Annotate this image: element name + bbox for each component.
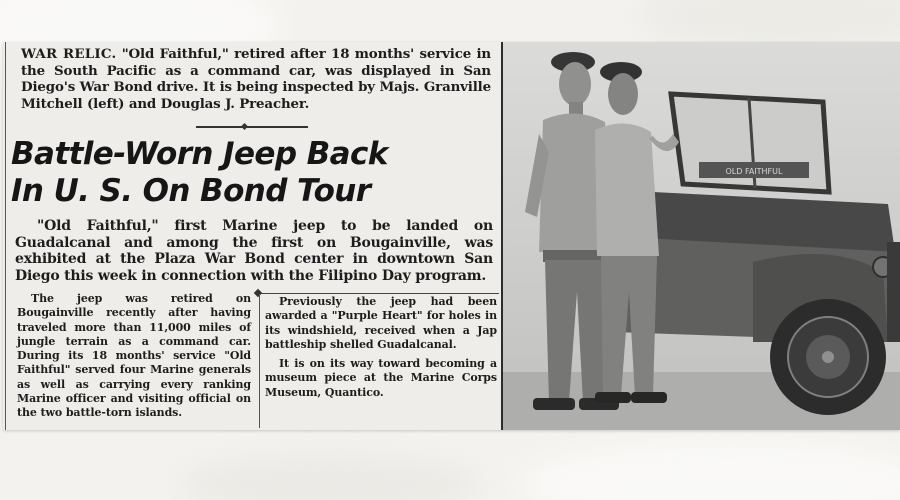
column-divider-vertical [259,294,260,428]
column-border [5,42,6,430]
photo-caption [21,46,491,112]
lede-paragraph: "Old Faithful," first Marine jeep to be landed on Guadalcanal and among the first on Bougainville, was exhibited at the Plaza War Bond center in downtown San Diego this week in connection with the Filipino Day program. [15,218,493,284]
column-2-paragraph-1: Previously the jeep had been awarded a "Purple Heart" for holes in its windshield, received when a Jap battleship shelled Guadalcanal. [265,295,497,351]
jeep-photo-illustration [503,42,900,430]
article-text-area [3,42,501,430]
caption-text: "Old Faithful," retired after 18 months' service in the South Pacific as a command car, was displayed in San Diego's War Bond drive. It is being inspected by Majs. Granville Mitchell (left) and Douglas J. Preacher. [21,46,491,112]
column-divider-horizontal [261,293,499,294]
news-photo [501,42,900,430]
column-2-paragraph-2: It is on its way toward becoming a museum piece at the Marine Corps Museum, Quantico. [265,357,497,399]
caption-divider [196,126,308,128]
headline [11,136,491,210]
body-column-2 [265,295,497,400]
jeep-plate-text: OLD FAITHFUL [725,167,783,176]
headline-line-2: In U. S. On Bond Tour [11,173,371,209]
headline-line-1: Battle-Worn Jeep Back [11,136,388,172]
caption-lead: WAR RELIC. [21,46,117,62]
column-1-paragraph: The jeep was retired on Bougainville recently after having traveled more than 11,000 miles of jungle terrain as a command car. During its 18 months' service "Old Faithful" served four Marine generals as well as carrying every ranking Marine officer and visiting official on the two battle-torn islands. [17,292,251,420]
newspaper-clipping [3,42,900,430]
paper-wrinkle [520,440,900,500]
paper-wrinkle [180,455,480,500]
body-column-1 [17,292,251,421]
